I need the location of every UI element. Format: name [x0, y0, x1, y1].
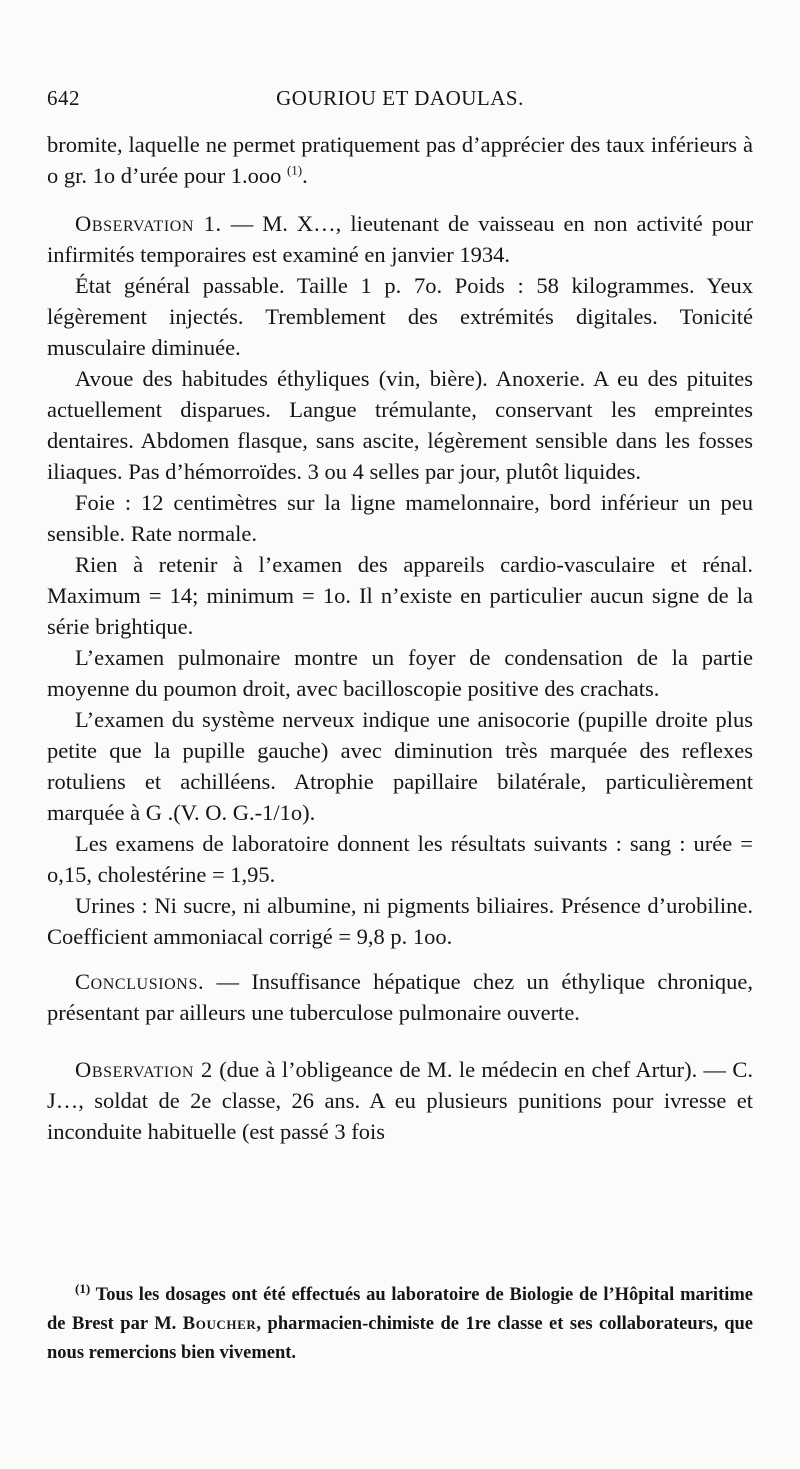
paragraph-etat-general: État général passable. Taille 1 p. 7o. Poids : 58 kilogrammes. Yeux légèrement injectés. Tremblement des extrémités digitales. Tonicité musculaire diminuée.: [47, 273, 753, 360]
footnote-marker: (1): [75, 1280, 91, 1296]
footnote-name: Boucher: [182, 1314, 257, 1334]
observation-1-label: Observation 1.: [75, 211, 222, 236]
paragraph-intro: [47, 129, 753, 191]
intro-text: bromite, laquelle ne permet pratiquement pas d’apprécier des taux inférieurs à o gr. 1o d’urée pour 1.ooo: [47, 132, 753, 188]
observation-2: [47, 1054, 753, 1147]
paragraph-laboratoire: Les examens de laboratoire donnent les résultats suivants : sang : urée = o,15, cholestérine = 1,95.: [47, 831, 753, 887]
conclusions-text: — Insuffisance hépatique chez un éthylique chronique, présentant par ailleurs une tuberculose pulmonaire ouverte.: [47, 969, 753, 1025]
page-header: [47, 86, 753, 116]
footnote-paragraph: [47, 1281, 753, 1368]
conclusions-label: Conclusions.: [75, 969, 205, 994]
observation-2-label: Observation 2: [75, 1057, 213, 1082]
footnote-text-b: , pharmacien-chimiste de 1re classe et ses collaborateurs, que nous remercions bien vivement.: [47, 1314, 754, 1363]
paragraph-habitudes: Avoue des habitudes éthyliques (vin, bière). Anoxerie. A eu des pituites actuellement disparues. Langue trémulante, conservant les empreintes dentaires. Abdomen flasque, sans ascite, légèrement sensible dans les fosses iliaques. Pas d’hémorroïdes. 3 ou 4 selles par jour, plutôt liquides.: [47, 366, 753, 484]
running-title: GOURIOU ET DAOULAS.: [276, 86, 524, 110]
page-number: 642: [47, 86, 80, 110]
observation-2-text: (due à l’obligeance de M. le médecin en chef Artur). — C. J…, soldat de 2e classe, 26 ans. A eu plusieurs punitions pour ivresse et inconduite habituelle (est passé 3 fois: [47, 1057, 753, 1144]
observation-1: [47, 208, 753, 270]
paragraph-nerveux: L’examen du système nerveux indique une anisocorie (pupille droite plus petite que la pupille gauche) avec diminution très marquée des reflexes rotuliens et achilléens. Atrophie papillaire bilatérale, particulièrement marquée à G .(V. O. G.-1/1o).: [47, 707, 753, 825]
paragraph-foie: Foie : 12 centimètres sur la ligne mamelonnaire, bord inférieur un peu sensible. Rate normale.: [47, 490, 753, 546]
observation-1-text: — M. X…, lieutenant de vaisseau en non activité pour infirmités temporaires est examiné en janvier 1934.: [47, 211, 754, 267]
footnote-text-a: Tous les dosages ont été effectués au laboratoire de Biologie de l’Hôpital maritime de Brest par M.: [47, 1285, 753, 1334]
footnote-ref: (1): [286, 162, 303, 178]
body-text: [47, 129, 753, 1147]
conclusions: [47, 966, 753, 1028]
paragraph-cardio: Rien à retenir à l’examen des appareils cardio-vasculaire et rénal. Maximum = 14; minimum = 1o. Il n’existe en particulier aucun signe de la série brightique.: [47, 552, 753, 639]
footnote: [47, 1281, 753, 1368]
paragraph-pulmonaire: L’examen pulmonaire montre un foyer de condensation de la partie moyenne du poumon droit, avec bacilloscopie positive des crachats.: [47, 645, 753, 701]
intro-end: .: [302, 163, 308, 188]
paragraph-urines: Urines : Ni sucre, ni albumine, ni pigments biliaires. Présence d’urobiline. Coefficient ammoniacal corrigé = 9,8 p. 1oo.: [47, 893, 753, 949]
